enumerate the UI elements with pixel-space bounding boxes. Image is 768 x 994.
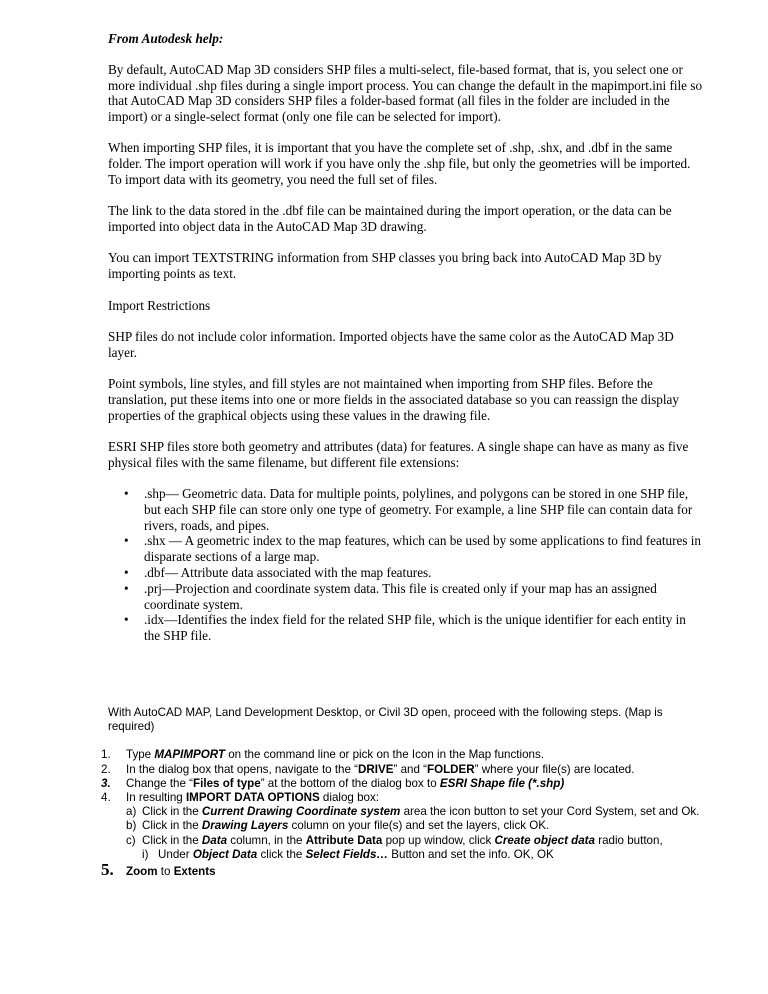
step-text: radio button, bbox=[595, 833, 663, 847]
step-text: ” and “ bbox=[393, 762, 427, 776]
coordinate-system-area: Current Drawing Coordinate system bbox=[201, 805, 401, 819]
substep-label: b) bbox=[126, 819, 137, 833]
substep-label: i) bbox=[142, 847, 149, 861]
step-3 bbox=[101, 776, 704, 791]
step-text: In resulting bbox=[126, 790, 186, 804]
file-extension-list bbox=[108, 486, 704, 644]
paragraph-complete-set: When importing SHP files, it is important that you have the complete set of .shp, .shx, and .dbf in the same folder. The import operation will work if you have only the .shp file, but only the geometries will be imported. To import data with its geometry, you need the full set of files. bbox=[108, 140, 691, 188]
paragraph-esri-files: ESRI SHP files store both geometry and attributes (data) for features. A single shape can have as many as five physical files with the same filename, but different file extensions: bbox=[108, 438, 689, 470]
substep-b bbox=[126, 819, 704, 833]
step-text: Click in the bbox=[142, 833, 202, 847]
step-text: on the command line or pick on the Icon in the Map functions. bbox=[225, 748, 545, 762]
bullet-icon: • bbox=[124, 564, 129, 580]
substep-label: c) bbox=[126, 833, 136, 847]
step-text: click the bbox=[257, 847, 306, 861]
folder-label: FOLDER bbox=[427, 762, 475, 776]
step-text: Click in the bbox=[142, 805, 202, 819]
paragraph-color-info: SHP files do not include color information. Imported objects have the same color as the AutoCAD Map 3D layer. bbox=[108, 328, 674, 360]
step-text: area the icon button to set your Cord System, set and Ok. bbox=[400, 805, 700, 819]
list-item bbox=[108, 486, 704, 533]
drive-label: DRIVE bbox=[358, 762, 394, 776]
step-number: 1. bbox=[101, 748, 111, 762]
document-page bbox=[101, 31, 704, 879]
source-heading: From Autodesk help: bbox=[108, 31, 224, 46]
substep-label: a) bbox=[126, 805, 137, 819]
file-type-value: ESRI Shape file (*.shp) bbox=[439, 776, 565, 790]
list-item-text: .shp— Geometric data. Data for multiple points, polylines, and polygons can be stored in one SHP file, but each SHP file can store only one type of geometry. For example, a line SHP file can contain data for rivers, roads, and pipes. bbox=[144, 485, 693, 533]
step-text: ” where your file(s) are located. bbox=[474, 762, 635, 776]
step-text: Button and set the info. OK, OK bbox=[388, 847, 554, 861]
command-name: MAPIMPORT bbox=[154, 748, 225, 762]
paragraph-textstring: You can import TEXTSTRING information from SHP classes you bring back into AutoCAD Map 3D by importing points as text. bbox=[108, 250, 662, 282]
substep-i bbox=[142, 848, 704, 862]
substep-a bbox=[126, 805, 704, 819]
list-item bbox=[108, 581, 704, 613]
step-number: 5. bbox=[101, 859, 114, 879]
extents-option: Extents bbox=[173, 864, 216, 878]
create-object-data-option: Create object data bbox=[494, 833, 595, 847]
attribute-data-window: Attribute Data bbox=[305, 833, 383, 847]
paragraph-styles: Point symbols, line styles, and fill styles are not maintained when importing from SHP files. Before the translation, put these items into one or more fields in the associated database so you can reassign the display properties of the graphical objects using these values in the drawing file. bbox=[108, 375, 679, 423]
zoom-command: Zoom bbox=[126, 864, 158, 878]
step-text: Type bbox=[126, 748, 155, 762]
step-text: Click in the bbox=[142, 819, 202, 833]
paragraph-dbf-link: The link to the data stored in the .dbf file can be maintained during the import operation, or the data can be imported into object data in the AutoCAD Map 3D drawing. bbox=[108, 203, 672, 235]
list-item-text: .shx — A geometric index to the map features, which can be used by some applications to find features in disparate sections of a large map. bbox=[144, 533, 702, 565]
step-4-substeps bbox=[126, 805, 704, 862]
step-text: In the dialog box that opens, navigate to the “ bbox=[126, 762, 359, 776]
step-number: 4. bbox=[101, 790, 111, 804]
step-5 bbox=[101, 859, 704, 879]
step-number: 2. bbox=[101, 762, 111, 776]
object-data-section: Object Data bbox=[192, 847, 258, 861]
step-1 bbox=[101, 748, 704, 762]
step-number: 3. bbox=[101, 776, 111, 790]
section-title-import-restrictions: Import Restrictions bbox=[108, 297, 211, 313]
drawing-layers-column: Drawing Layers bbox=[201, 819, 289, 833]
list-item bbox=[108, 533, 704, 565]
step-text: dialog box: bbox=[319, 790, 380, 804]
step-text: pop up window, click bbox=[382, 833, 495, 847]
step-4 bbox=[101, 790, 704, 862]
list-item bbox=[108, 612, 704, 644]
step-text: column, in the bbox=[227, 833, 306, 847]
list-item bbox=[108, 565, 704, 581]
data-column: Data bbox=[201, 833, 228, 847]
steps-intro: With AutoCAD MAP, Land Development Desktop, or Civil 3D open, proceed with the following steps. (Map is required) bbox=[108, 705, 663, 734]
step-text: to bbox=[157, 864, 174, 878]
list-item-text: .prj—Projection and coordinate system data. This file is created only if your map has an assigned coordinate system. bbox=[144, 580, 657, 612]
bullet-icon: • bbox=[124, 485, 129, 501]
import-steps-list bbox=[101, 748, 704, 879]
bullet-icon: • bbox=[124, 580, 129, 596]
list-item-text: .dbf— Attribute data associated with the map features. bbox=[144, 564, 432, 580]
step-text: ” at the bottom of the dialog box to bbox=[260, 776, 440, 790]
bullet-icon: • bbox=[124, 533, 129, 549]
substep-c bbox=[126, 834, 704, 862]
list-item-text: .idx—Identifies the index field for the related SHP file, which is the unique identifier for each entity in the SHP file. bbox=[144, 612, 686, 644]
step-text: column on your file(s) and set the layers, click OK. bbox=[288, 819, 550, 833]
select-fields-button-label: Select Fields… bbox=[305, 847, 389, 861]
files-of-type-label: Files of type bbox=[193, 776, 261, 790]
paragraph-default-format: By default, AutoCAD Map 3D considers SHP files a multi-select, file-based format, that is, you select one or more individual .shp files during a single import process. You can change the default in the mapimport.ini file so that AutoCAD Map 3D considers SHP files a folder-based format (all files in the folder are included in the import) or a single-select format (only one file can be selected for import). bbox=[108, 61, 703, 125]
step-text: Change the “ bbox=[126, 776, 194, 790]
dialog-name: IMPORT DATA OPTIONS bbox=[185, 790, 320, 804]
step-2 bbox=[101, 762, 704, 777]
bullet-icon: • bbox=[124, 612, 129, 628]
step-text: Under bbox=[158, 847, 193, 861]
